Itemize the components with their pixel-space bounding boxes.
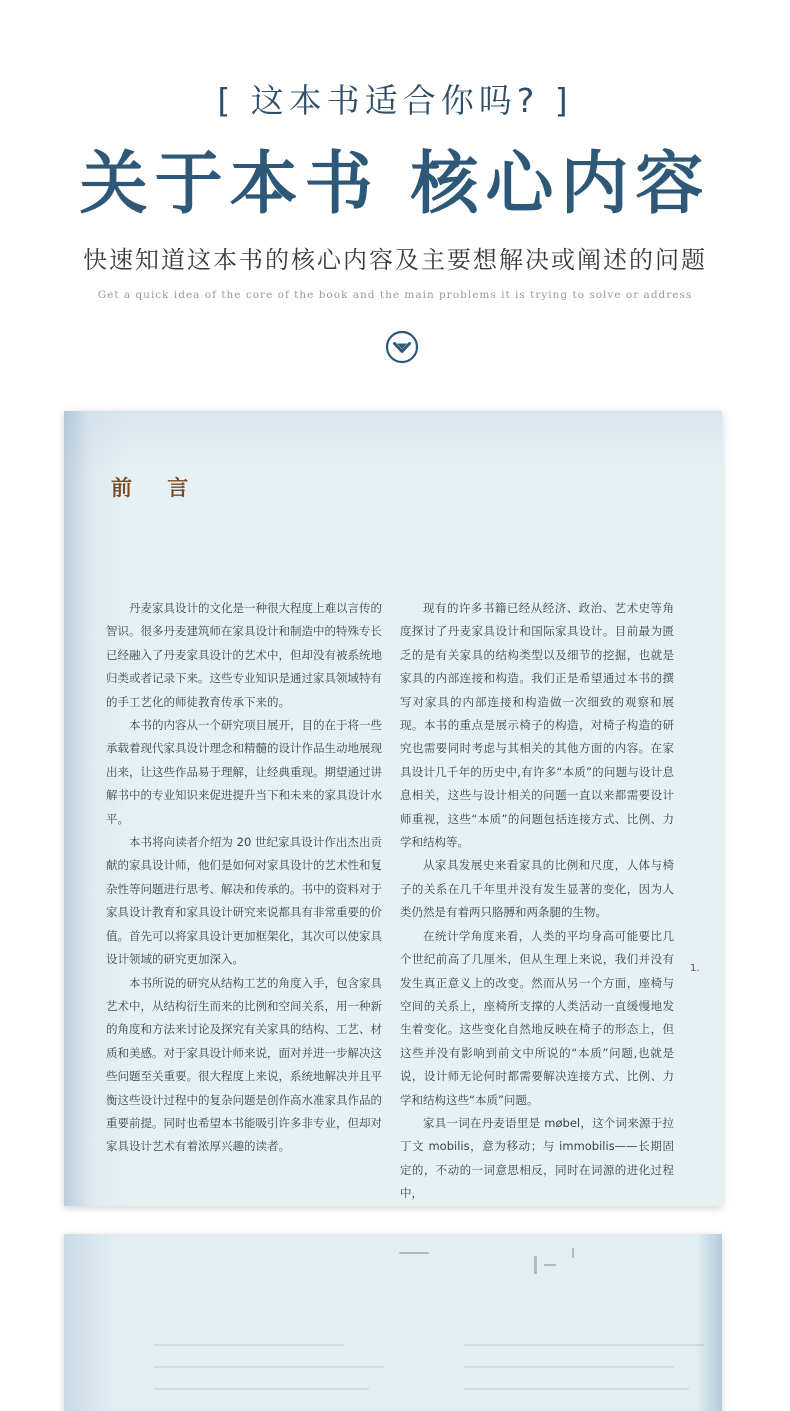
paper-speck <box>534 1256 537 1274</box>
ghost-text-line <box>154 1388 369 1390</box>
ghost-text-line <box>154 1366 384 1368</box>
paragraph: 丹麦家具设计的文化是一种很大程度上难以言传的智识。很多丹麦建筑师在家具设计和制造中的特殊专长已经融入了丹麦家具设计的艺术中，但却没有被系统地归类或者记录下来。这些专业知识是通过家具领域特有的手工艺化的师徒教育传承下来的。 <box>106 601 382 709</box>
paragraph: 现有的许多书籍已经从经济、政治、艺术史等角度探讨了丹麦家具设计和国际家具设计。目前最为匮乏的是有关家具的结构类型以及细节的挖掘，也就是家具的内部连接和构造。我们正是希望通过本书的撰写对家具的内部连接和构造做一次细致的观察和展现。本书的重点是展示椅子的构造，对椅子构造的研究也需要同时考虑与其相关的其他方面的内容。在家具设计几千年的历史中,有许多“本质”的问题与设计息息相关，这些与设计相关的问题一直以来都需要设计师重视，这些“本质”的问题包括连接方式、比例、力学和结构等。 <box>400 601 674 850</box>
subtitle-english: Get a quick idea of the core of the book and the main problems it is trying to solve or address <box>97 289 693 301</box>
chevron-down-circle-icon <box>385 330 419 364</box>
ghost-text-line <box>464 1388 689 1390</box>
ghost-text-line <box>154 1344 344 1346</box>
paragraph: 家具一词在丹麦语里是 møbel，这个词来源于拉丁文 mobilis，意为移动；与 immobilis——长期固定的，不动的一词意思相反，同时在词源的进化过程中， <box>400 1115 674 1201</box>
paragraph: 从家具发展史来看家具的比例和尺度，人体与椅子的关系在几千年里并没有发生显著的变化，因为人类仍然是有着两只胳膊和两条腿的生物。 <box>400 858 674 920</box>
paper-speck <box>572 1248 574 1258</box>
book-page-preface <box>64 411 722 1206</box>
paragraph: 本书将向读者介绍为 20 世纪家具设计作出杰出贡献的家具设计师，他们是如何对家具设计的艺术性和复杂性等问题进行思考、解决和传承的。书中的资料对于家具设计教育和家具设计研究来说都具有非常重要的价值。首先可以将家具设计更加框架化，其次可以使家具设计领域的研究更加深入。 <box>106 835 382 967</box>
paper-speck <box>544 1264 556 1266</box>
paragraph: 本书的内容从一个研究项目展开，目的在于将一些承载着现代家具设计理念和精髓的设计作品生动地展现出来，让这些作品易于理解，让经典重现。期望通过讲解书中的专业知识来促进提升当下和未来的家具设计水平。 <box>106 718 382 826</box>
paragraph: 在统计学角度来看，人类的平均身高可能要比几个世纪前高了几厘米，但从生理上来说，我们并没有发生真正意义上的改变。然而从另一个方面，座椅与空间的关系上，座椅所支撑的人类活动一直缓慢地发生着变化。这些变化自然地反映在椅子的形态上，但这些并没有影响到前文中所说的“本质”问题,也就是说，设计师无论何时都需要解决连接方式、比例、力学和结构这些“本质”问题。 <box>400 928 674 1107</box>
paragraph: 本书所说的研究从结构工艺的角度入手，包含家具艺术中，从结构衍生而来的比例和空间关系，用一种新的角度和方法来讨论及探究有关家具的结构、工艺、材质和美感。对于家具设计师来说，面对并进一步解决这些问题至关重要。很大程度上来说，系统地解决并且平衡这些设计过程中的复杂问题是创作高水准家具作品的重要前提。同时也希望本书能吸引许多非专业，但却对家具设计艺术有着浓厚兴趣的读者。 <box>106 975 382 1154</box>
ghost-text-line <box>464 1344 704 1346</box>
preface-heading: 前 言 <box>111 475 203 500</box>
paper-speck <box>399 1252 429 1254</box>
tag-line: [ 这本书适合你吗? ] <box>217 81 573 120</box>
left-text-column <box>106 597 382 1159</box>
ghost-text-line <box>464 1366 674 1368</box>
subtitle-chinese: 快速知道这本书的核心内容及主要想解决或阐述的问题 <box>83 246 707 274</box>
book-page-next <box>64 1234 722 1411</box>
right-text-column <box>400 597 674 1206</box>
margin-mark: 1. <box>690 963 700 974</box>
page-title: 关于本书 核心内容 <box>79 144 711 224</box>
